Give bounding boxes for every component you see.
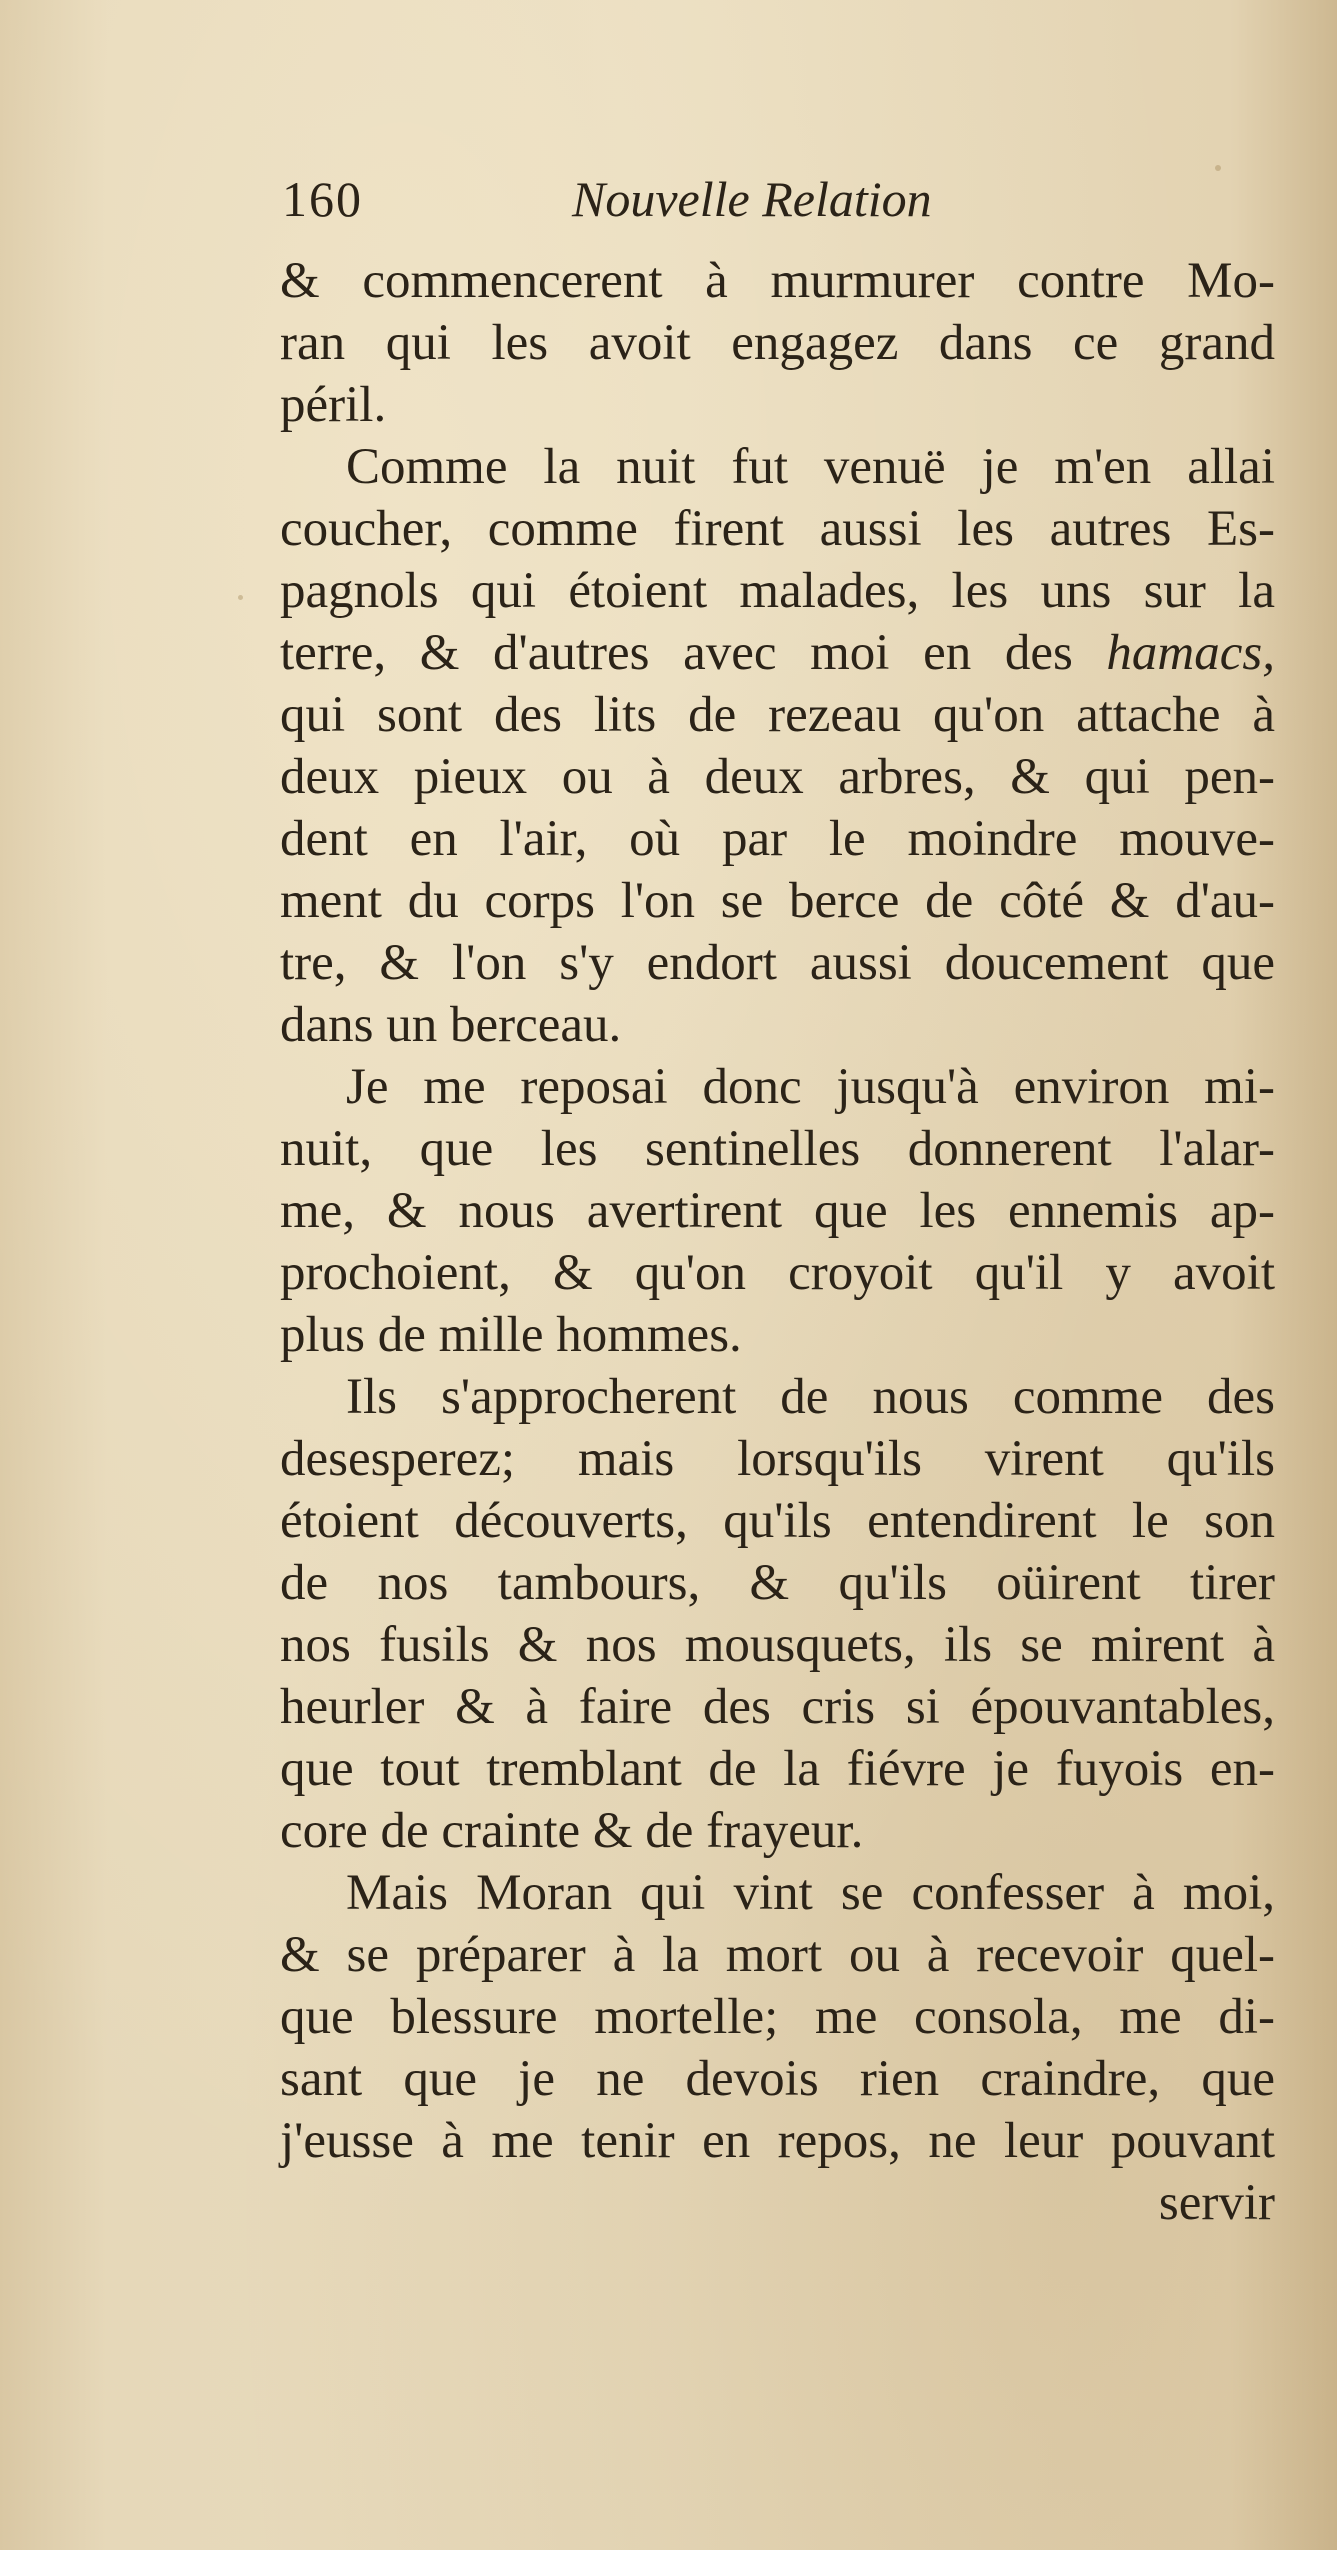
text-line: nos fusils & nos mousquets, ils se mirent à bbox=[280, 1617, 1275, 1673]
text-line: que tout tremblant de la fiévre je fuyois en- bbox=[280, 1741, 1275, 1797]
paragraph bbox=[280, 250, 1275, 436]
paper-spot bbox=[238, 595, 243, 600]
text-line: heurler & à faire des cris si épouvantables, bbox=[280, 1679, 1275, 1735]
paper-spot bbox=[1215, 165, 1221, 171]
text-line: étoient découverts, qu'ils entendirent le son bbox=[280, 1493, 1275, 1549]
text-line: péril. bbox=[280, 377, 387, 433]
text-line: & commencerent à murmurer contre Mo- bbox=[280, 253, 1275, 309]
text-line: sant que je ne devois rien craindre, que bbox=[280, 2051, 1275, 2107]
text-line: dans un berceau. bbox=[280, 997, 622, 1053]
text-line: ran qui les avoit engagez dans ce grand bbox=[280, 315, 1275, 371]
text-line: nuit, que les sentinelles donnerent l'alar- bbox=[280, 1121, 1275, 1177]
text-line: Je me reposai donc jusqu'à environ mi- bbox=[346, 1059, 1275, 1115]
text-line: dent en l'air, où par le moindre mouve- bbox=[280, 811, 1275, 867]
text-line: plus de mille hommes. bbox=[280, 1307, 742, 1363]
catchword: servir bbox=[1158, 2175, 1275, 2231]
text-line: Comme la nuit fut venuë je m'en allai bbox=[346, 439, 1275, 495]
text-line: me, & nous avertirent que les ennemis ap- bbox=[280, 1183, 1275, 1239]
text-line: core de crainte & de frayeur. bbox=[280, 1803, 864, 1859]
paragraph bbox=[280, 1862, 1275, 2172]
text-line: prochoient, & qu'on croyoit qu'il y avoit bbox=[280, 1245, 1275, 1301]
body-text bbox=[280, 250, 1275, 2234]
text-line bbox=[280, 622, 1275, 684]
paragraph bbox=[280, 1366, 1275, 1862]
text-line-segment: terre, & d'autres avec moi en des bbox=[280, 625, 1107, 681]
text-line: deux pieux ou à deux arbres, & qui pen- bbox=[280, 749, 1275, 805]
text-line: desesperez; mais lorsqu'ils virent qu'ils bbox=[280, 1431, 1275, 1487]
paragraph bbox=[280, 1056, 1275, 1366]
running-header bbox=[282, 170, 1042, 240]
text-line: qui sont des lits de rezeau qu'on attache à bbox=[280, 687, 1275, 743]
text-line: tre, & l'on s'y endort aussi doucement que bbox=[280, 935, 1275, 991]
paragraph bbox=[280, 436, 1275, 1056]
italic-word: hamacs, bbox=[1106, 625, 1275, 681]
running-title: Nouvelle Relation bbox=[572, 171, 932, 227]
text-line: Ils s'approcherent de nous comme des bbox=[346, 1369, 1275, 1425]
text-line: j'eusse à me tenir en repos, ne leur pouvant bbox=[280, 2113, 1275, 2169]
page-number: 160 bbox=[282, 171, 363, 227]
text-line: coucher, comme firent aussi les autres Es- bbox=[280, 501, 1275, 557]
text-line: Mais Moran qui vint se confesser à moi, bbox=[346, 1865, 1275, 1921]
text-line: & se préparer à la mort ou à recevoir quel- bbox=[280, 1927, 1275, 1983]
text-line: ment du corps l'on se berce de côté & d'au- bbox=[280, 873, 1275, 929]
text-line: de nos tambours, & qu'ils oüirent tirer bbox=[280, 1555, 1275, 1611]
text-line: que blessure mortelle; me consola, me di- bbox=[280, 1989, 1275, 2045]
text-line: pagnols qui étoient malades, les uns sur la bbox=[280, 563, 1275, 619]
